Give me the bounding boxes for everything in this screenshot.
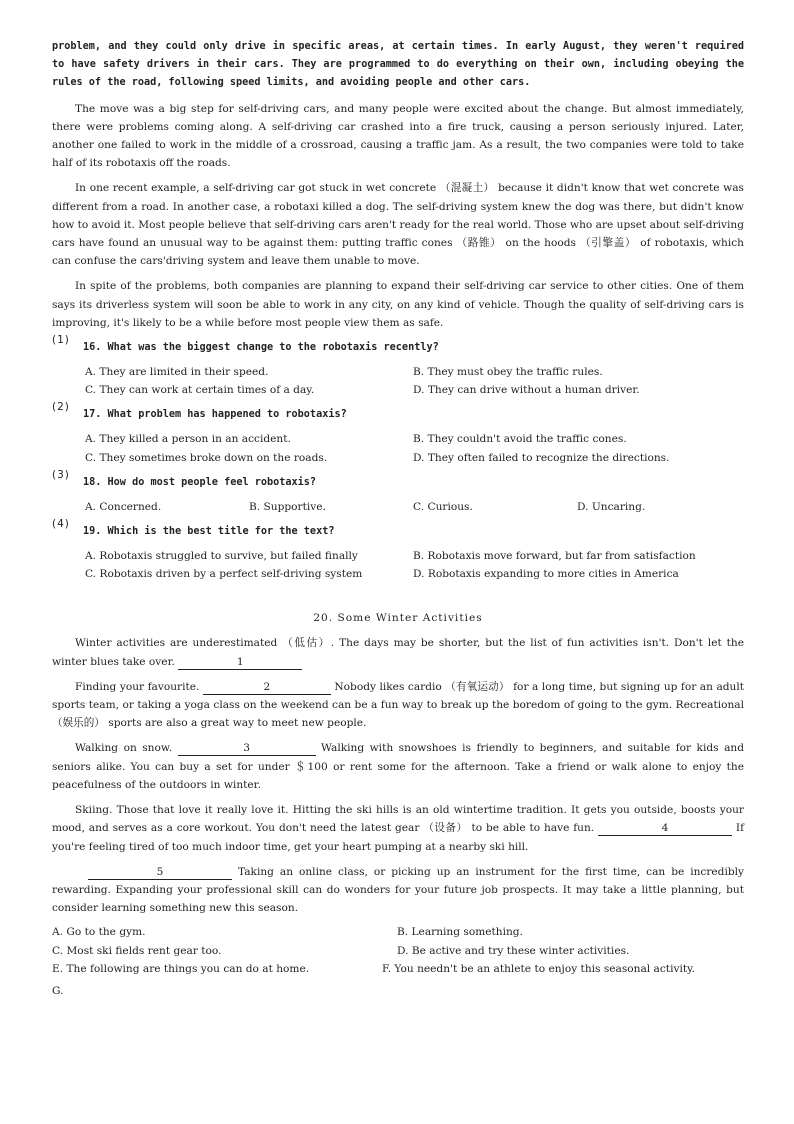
option-b[interactable]: B. They couldn't avoid the traffic cones.: [413, 433, 627, 446]
question-number: (3): [52, 468, 70, 481]
paragraph-text: Walking with snowshoes is friendly to beginners, and suitable for kids and seniors alike. You can buy a set for under ＄100 or rent some for the afternoon. Take a friend or walk alone to enjoy the peacefulness of the outdoors in winter.: [52, 742, 744, 791]
question-number: (1): [52, 334, 70, 347]
choice-b[interactable]: B. Learning something.: [397, 926, 523, 939]
passage-paragraph-3: In spite of the problems, both companies are planning to expand their self-driving car service to other cities. One of them says its driverless system will soon be able to work in any city, on any kind of vehicle. Though the quality of self-driving cars is improving, it's likely to be a while before most people view them as safe.: [52, 280, 744, 329]
section-title: 20. Some Winter Activities: [313, 612, 483, 625]
choice-g[interactable]: G.: [52, 984, 64, 997]
choice-a[interactable]: A. Go to the gym.: [52, 926, 146, 939]
question-number: (2): [52, 401, 70, 414]
question-17: [52, 401, 744, 424]
question-number: (4): [52, 518, 70, 531]
choice-d[interactable]: D. Be active and try these winter activities.: [397, 944, 630, 957]
paragraph-text: Taking an online class, or picking up an instrument for the first time, can be incredibly rewarding. Expanding your professional skill can do wonders for your future job prospects. It may take a little planning, but consider learning something new this season.: [52, 865, 744, 915]
blank-1[interactable]: 1: [178, 655, 302, 670]
option-d[interactable]: D. They can drive without a human driver.: [413, 384, 640, 397]
question-16-options: [85, 363, 744, 399]
option-a[interactable]: A. Robotaxis struggled to survive, but failed finally: [85, 550, 358, 563]
choice-f[interactable]: F. You needn't be an athlete to enjoy this seasonal activity.: [382, 962, 696, 975]
question-text: 18. How do most people feel robotaxis?: [83, 476, 317, 488]
option-c[interactable]: C. Robotaxis driven by a perfect self-driving system: [85, 568, 363, 581]
blank-4[interactable]: 4: [598, 821, 732, 836]
option-a[interactable]: A. They killed a person in an accident.: [85, 433, 291, 446]
document-page: [52, 38, 744, 1000]
question-text: 16. What was the biggest change to the robotaxis recently?: [83, 342, 439, 354]
option-c[interactable]: C. They sometimes broke down on the roads.: [85, 451, 328, 464]
option-d[interactable]: D. They often failed to recognize the directions.: [413, 451, 670, 464]
question-text: 19. Which is the best title for the text?: [83, 526, 335, 538]
intro-paragraph: problem, and they could only drive in specific areas, at certain times. In early August, they weren't required to have safety drivers in their cars. They are programmed to do everything on their own, including obeying the rules of the road, following speed limits, and avoiding people and other cars.: [52, 41, 744, 89]
cloze-paragraph-4: [52, 801, 744, 856]
option-c[interactable]: C. They can work at certain times of a day.: [85, 384, 315, 397]
choice-e[interactable]: E. The following are things you can do at home.: [52, 962, 310, 975]
question-18: [52, 468, 744, 492]
passage-paragraph-1: The move was a big step for self-driving cars, and many people were excited about the change. But almost immediately, there were problems coming along. A self-driving car crashed into a fire truck, causing a person seriously injured. Later, another one failed to work in the middle of a crossroad, causing a traffic jam. As a result, the two companies were told to take half of its robotaxis off the roads.: [52, 102, 744, 170]
option-a[interactable]: A. They are limited in their speed.: [85, 366, 269, 379]
question-16: [52, 334, 744, 357]
option-b[interactable]: B. Robotaxis move forward, but far from satisfaction: [413, 550, 696, 563]
cloze-paragraph-5: [52, 863, 744, 918]
cloze-paragraph-1: [52, 634, 744, 670]
question-18-options: [85, 498, 744, 516]
cloze-choices: [52, 923, 744, 978]
option-d[interactable]: D. Uncaring.: [577, 500, 646, 513]
passage-paragraph-2: In one recent example, a self-driving car got stuck in wet concrete （混凝土） because it didn't know that wet concrete was different from a road. In another case, a robotaxi killed a dog. The self-driving system knew the dog was there, but didn't know how to avoid it. Most people believe that self-driving cars aren't ready for the real world. Those who are upset about self-driving cars have found an unusual way to be against them: putting traffic cones （路锥） on the hoods （引擎盖） of robotaxis, which can confuse the cars'driving system and leave them unable to move.: [52, 182, 744, 268]
paragraph-text: Winter activities are underestimated （低估）. The days may be shorter, but the list of fun activities isn't. Don't let the winter blues take over.: [52, 637, 744, 668]
cloze-paragraph-2: [52, 678, 744, 733]
question-17-options: [85, 430, 744, 466]
paragraph-lead: Walking on snow.: [75, 742, 173, 755]
cloze-paragraph-3: [52, 739, 744, 794]
option-d[interactable]: D. Robotaxis expanding to more cities in America: [413, 568, 679, 581]
blank-5[interactable]: 5: [88, 865, 232, 880]
paragraph-lead: Finding your favourite.: [75, 680, 200, 693]
blank-2[interactable]: 2: [203, 680, 331, 695]
paragraph-text-after: If you're feeling tired of too much indoor time, get your heart pumping at a nearby ski hill.: [52, 822, 744, 853]
option-c[interactable]: C. Curious.: [413, 500, 473, 513]
question-text: 17. What problem has happened to robotaxis?: [83, 409, 347, 421]
option-b[interactable]: B. Supportive.: [249, 500, 326, 513]
choice-c[interactable]: C. Most ski fields rent gear too.: [52, 944, 222, 957]
paragraph-text: Skiing. Those that love it really love it. Hitting the ski hills is an old wintertime tradition. It gets you outside, boosts your mood, and serves as a core workout. You don't need the latest gear （设备） to be able to have fun.: [52, 804, 744, 835]
paragraph-text: Nobody likes cardio （有氧运动） for a long time, but signing up for an adult sports team, or taking a yoga class on the weekend can be a fun way to break up the boredom of going to the gym. Recreational （娱乐的） sports are also a great way to meet new people.: [52, 680, 745, 730]
option-a[interactable]: A. Concerned.: [85, 500, 162, 513]
blank-3[interactable]: 3: [178, 741, 316, 756]
question-19: [52, 518, 744, 541]
question-19-options: [85, 547, 744, 583]
option-b[interactable]: B. They must obey the traffic rules.: [413, 366, 603, 379]
